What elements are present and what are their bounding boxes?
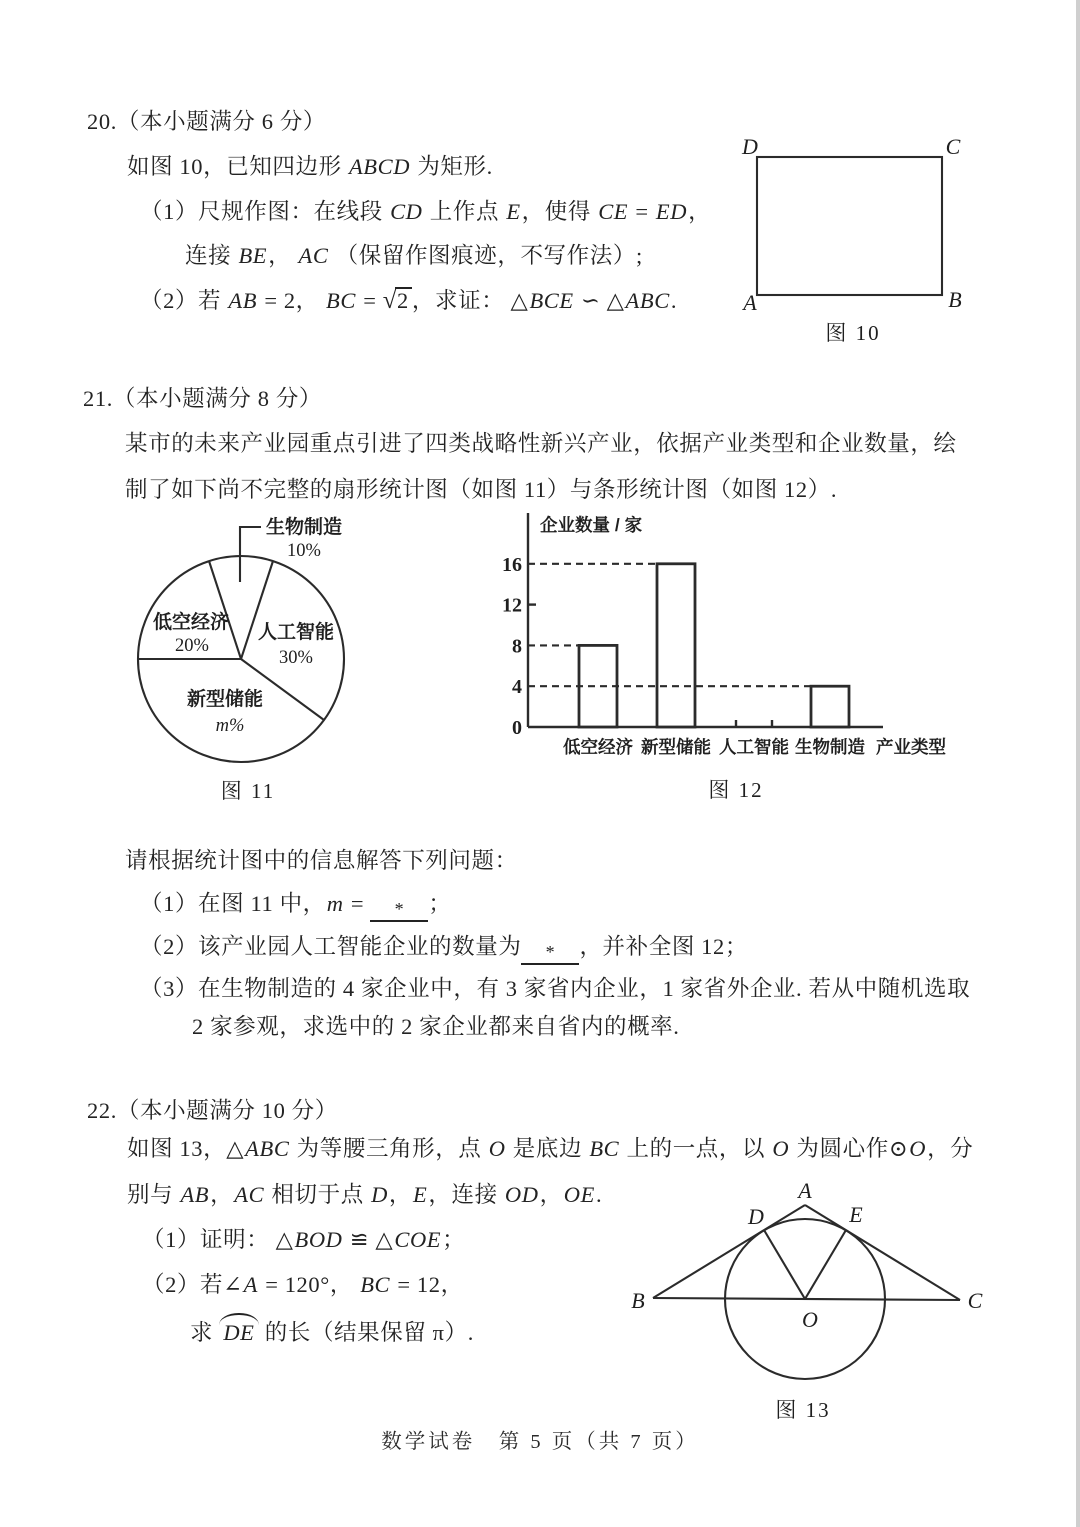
rectangle-abcd xyxy=(757,157,942,295)
segment-od xyxy=(764,1230,805,1299)
segment-oe xyxy=(805,1230,846,1299)
q20-intro: 如图 10，已知四边形 ABCD 为矩形. xyxy=(127,154,493,179)
q21-heading: 21.（本小题满分 8 分） xyxy=(83,386,323,411)
q21-part-1: （1）在图 11 中，m = * ； xyxy=(140,886,451,922)
q21-part-2: （2）该产业园人工智能企业的数量为 * ，并补全图 12； xyxy=(140,929,748,965)
figure-11-caption: 图 11 xyxy=(220,779,276,803)
x-axis-title: 产业类型 xyxy=(876,737,946,757)
q20-part-1-cont: 连接 BE， AC （保留作图痕迹，不写作法）; xyxy=(185,243,643,268)
q20-heading: 20.（本小题满分 6 分） xyxy=(87,109,327,134)
bar-低空经济 xyxy=(579,645,617,727)
figure-10-rectangle xyxy=(700,118,990,353)
point-label-a: A xyxy=(743,290,757,315)
q21-intro-2: 制了如下尚不完整的扇形统计图（如图 11）与条形统计图（如图 12）. xyxy=(125,477,838,502)
bar-新型储能 xyxy=(657,564,695,727)
x-category-label: 新型储能 xyxy=(641,737,711,757)
segment-ab xyxy=(653,1205,805,1298)
figure-12-bar-chart xyxy=(498,498,988,808)
q22-intro-2: 别与 AB，AC 相切于点 D，E，连接 OD，OE. xyxy=(127,1182,603,1207)
figure-13-caption: 图 13 xyxy=(775,1398,831,1422)
y-tick-label: 16 xyxy=(502,553,522,576)
point-label-c: C xyxy=(967,1288,983,1313)
point-label-d: D xyxy=(742,134,758,159)
figure-10-caption: 图 10 xyxy=(825,321,881,345)
q21-prompt: 请根据统计图中的信息解答下列问题： xyxy=(125,848,518,873)
q20-part-1: （1）尺规作图：在线段 CD 上作点 E，使得 CE = ED， xyxy=(140,199,712,224)
pie-pct-ai: 30% xyxy=(279,648,313,668)
figure-11-pie-chart xyxy=(120,500,470,820)
pie-divider-upper-left xyxy=(209,561,241,659)
scan-edge-shadow xyxy=(1076,0,1080,1527)
q22-heading: 22.（本小题满分 10 分） xyxy=(87,1098,338,1123)
y-tick-label: 12 xyxy=(502,594,522,617)
pie-pct-biomanufacturing: 10% xyxy=(287,541,321,561)
pie-divider-upper-right xyxy=(241,561,273,659)
figure-13-triangle-circle xyxy=(610,1180,1010,1430)
q22-part-2: （2）若∠A = 120°， BC = 12， xyxy=(142,1272,464,1297)
x-category-label: 人工智能 xyxy=(719,737,789,757)
x-category-label: 低空经济 xyxy=(563,737,633,757)
point-label-e: E xyxy=(849,1202,863,1227)
figure-12-caption: 图 12 xyxy=(708,778,764,802)
bar-生物制造 xyxy=(811,686,849,727)
y-tick-label: 0 xyxy=(512,717,522,739)
point-label-b: B xyxy=(948,287,962,312)
q21-part-3: （3）在生物制造的 4 家企业中，有 3 家省内企业，1 家省外企业. 若从中随机选取 xyxy=(140,976,971,1001)
q22-part-1: （1）证明： △BOD ≌ △COE； xyxy=(142,1227,466,1252)
q21-part-3-cont: 2 家参观，求选中的 2 家企业都来自省内的概率. xyxy=(192,1014,680,1039)
x-category-label: 生物制造 xyxy=(795,737,865,757)
pie-label-storage: 新型储能 xyxy=(186,689,264,710)
page-footer: 数学试卷 第 5 页（共 7 页） xyxy=(381,1431,699,1453)
point-label-a: A xyxy=(798,1180,812,1203)
pie-pct-low-altitude: 20% xyxy=(175,636,209,656)
point-label-b: B xyxy=(631,1288,645,1313)
y-tick-label: 8 xyxy=(512,635,522,658)
pie-pct-storage: m% xyxy=(215,716,245,736)
pie-label-ai: 人工智能 xyxy=(257,622,335,643)
q21-intro-1: 某市的未来产业园重点引进了四类战略性新兴产业，依据产业类型和企业数量，绘 xyxy=(125,431,957,456)
point-label-o: O xyxy=(802,1307,818,1332)
point-label-c: C xyxy=(945,134,961,159)
pie-leader-line xyxy=(240,527,261,582)
q22-part-2-cont: 求 DE 的长（结果保留 π）. xyxy=(190,1320,474,1345)
q22-intro-1: 如图 13，△ABC 为等腰三角形，点 O 是底边 BC 上的一点，以 O 为圆心作⊙O，分 xyxy=(127,1136,974,1161)
q20-part-2: （2）若 AB = 2， BC = √2 ，求证： △BCE ∽ △ABC. xyxy=(140,287,678,314)
pie-label-low-altitude: 低空经济 xyxy=(152,612,230,633)
y-tick-label: 4 xyxy=(512,676,522,699)
point-label-d: D xyxy=(748,1204,764,1229)
pie-label-biomanufacturing: 生物制造 xyxy=(266,517,343,538)
y-axis-title: 企业数量 / 家 xyxy=(540,515,643,535)
segment-ac xyxy=(805,1205,960,1300)
